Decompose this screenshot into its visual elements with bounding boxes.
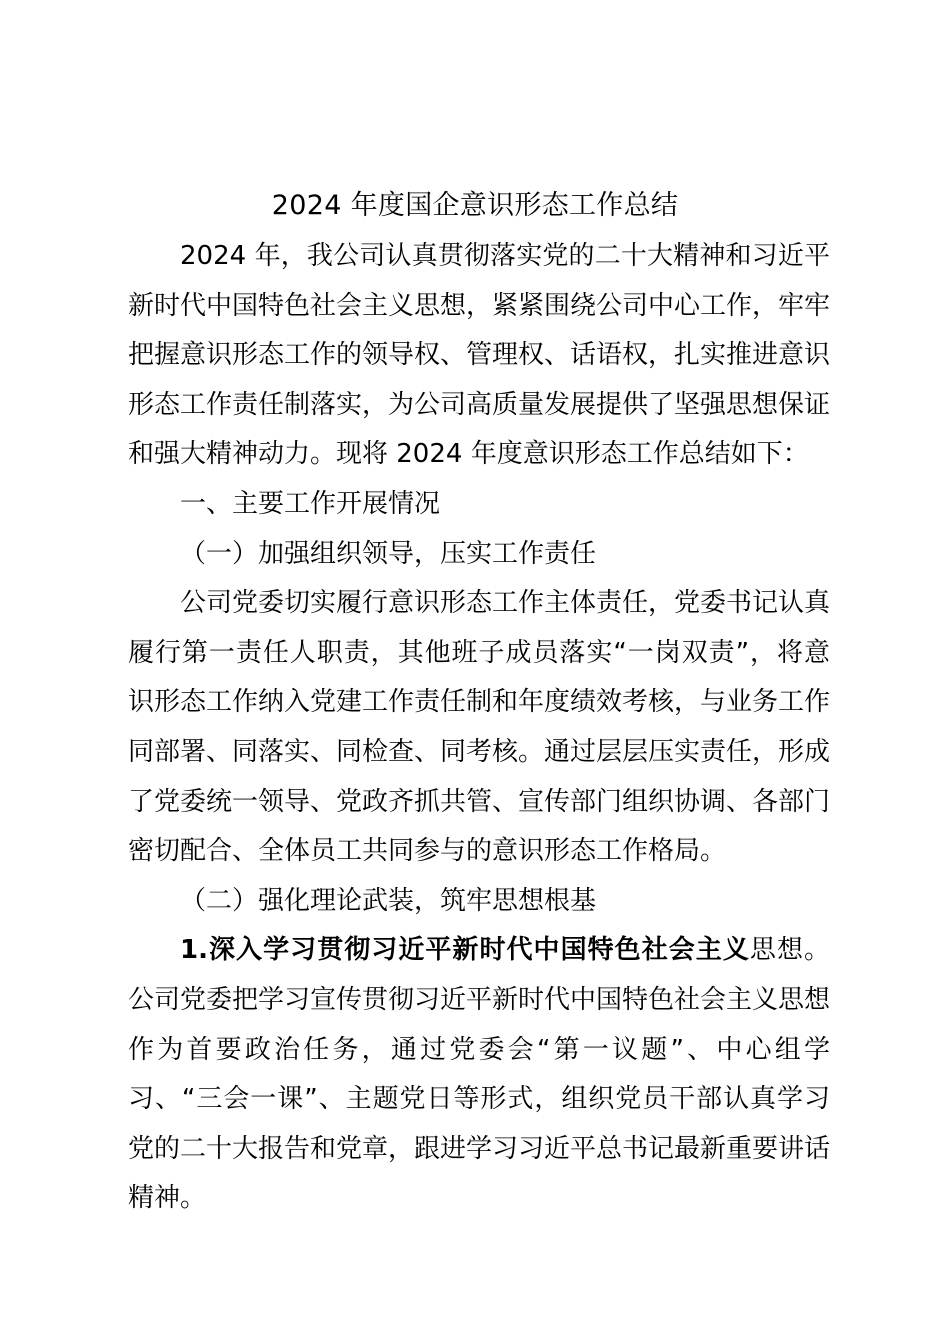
theory-item-lead: 1.深入学习贯彻习近平新时代中国特色社会主义	[180, 935, 750, 966]
intro-paragraph: 2024 年，我公司认真贯彻落实党的二十大精神和习近平新时代中国特色社会主义思想，紧紧围绕公司中心工作，牢牢把握意识形态工作的领导权、管理权、话语权，扎实推进意识形态工作责任制落实，为公司高质量发展提供了坚强思想保证和强大精神动力。现将 2024 年度意识形态工作总结如下：	[128, 241, 831, 470]
theory-item-body: 思想。公司党委把学习宣传贯彻习近平新时代中国特色社会主义思想作为首要政治任务，通过党委会“第一议题”、中心组学习、“三会一课”、主题党日等形式，组织党员干部认真学习党的二十大报告和党章，跟进学习习近平总书记最新重要讲话精神。	[128, 935, 831, 1214]
theory-item-paragraph	[128, 926, 830, 1224]
subsection-heading-organization: （一）加强组织领导，压实工作责任	[180, 538, 597, 569]
section-heading-main-work: 一、主要工作开展情况	[180, 488, 441, 519]
subsection-heading-theory: （二）强化理论武装，筑牢思想根基	[180, 885, 597, 916]
organization-paragraph: 公司党委切实履行意识形态工作主体责任，党委书记认真履行第一责任人职责，其他班子成员落实“一岗双责”，将意识形态工作纳入党建工作责任制和年度绩效考核，与业务工作同部署、同落实、同检查、同考核。通过层层压实责任，形成了党委统一领导、党政齐抓共管、宣传部门组织协调、各部门密切配合、全体员工共同参与的意识形态工作格局。	[128, 588, 831, 867]
document-title: 2024 年度国企意识形态工作总结	[271, 190, 679, 221]
document-body	[128, 232, 830, 1224]
